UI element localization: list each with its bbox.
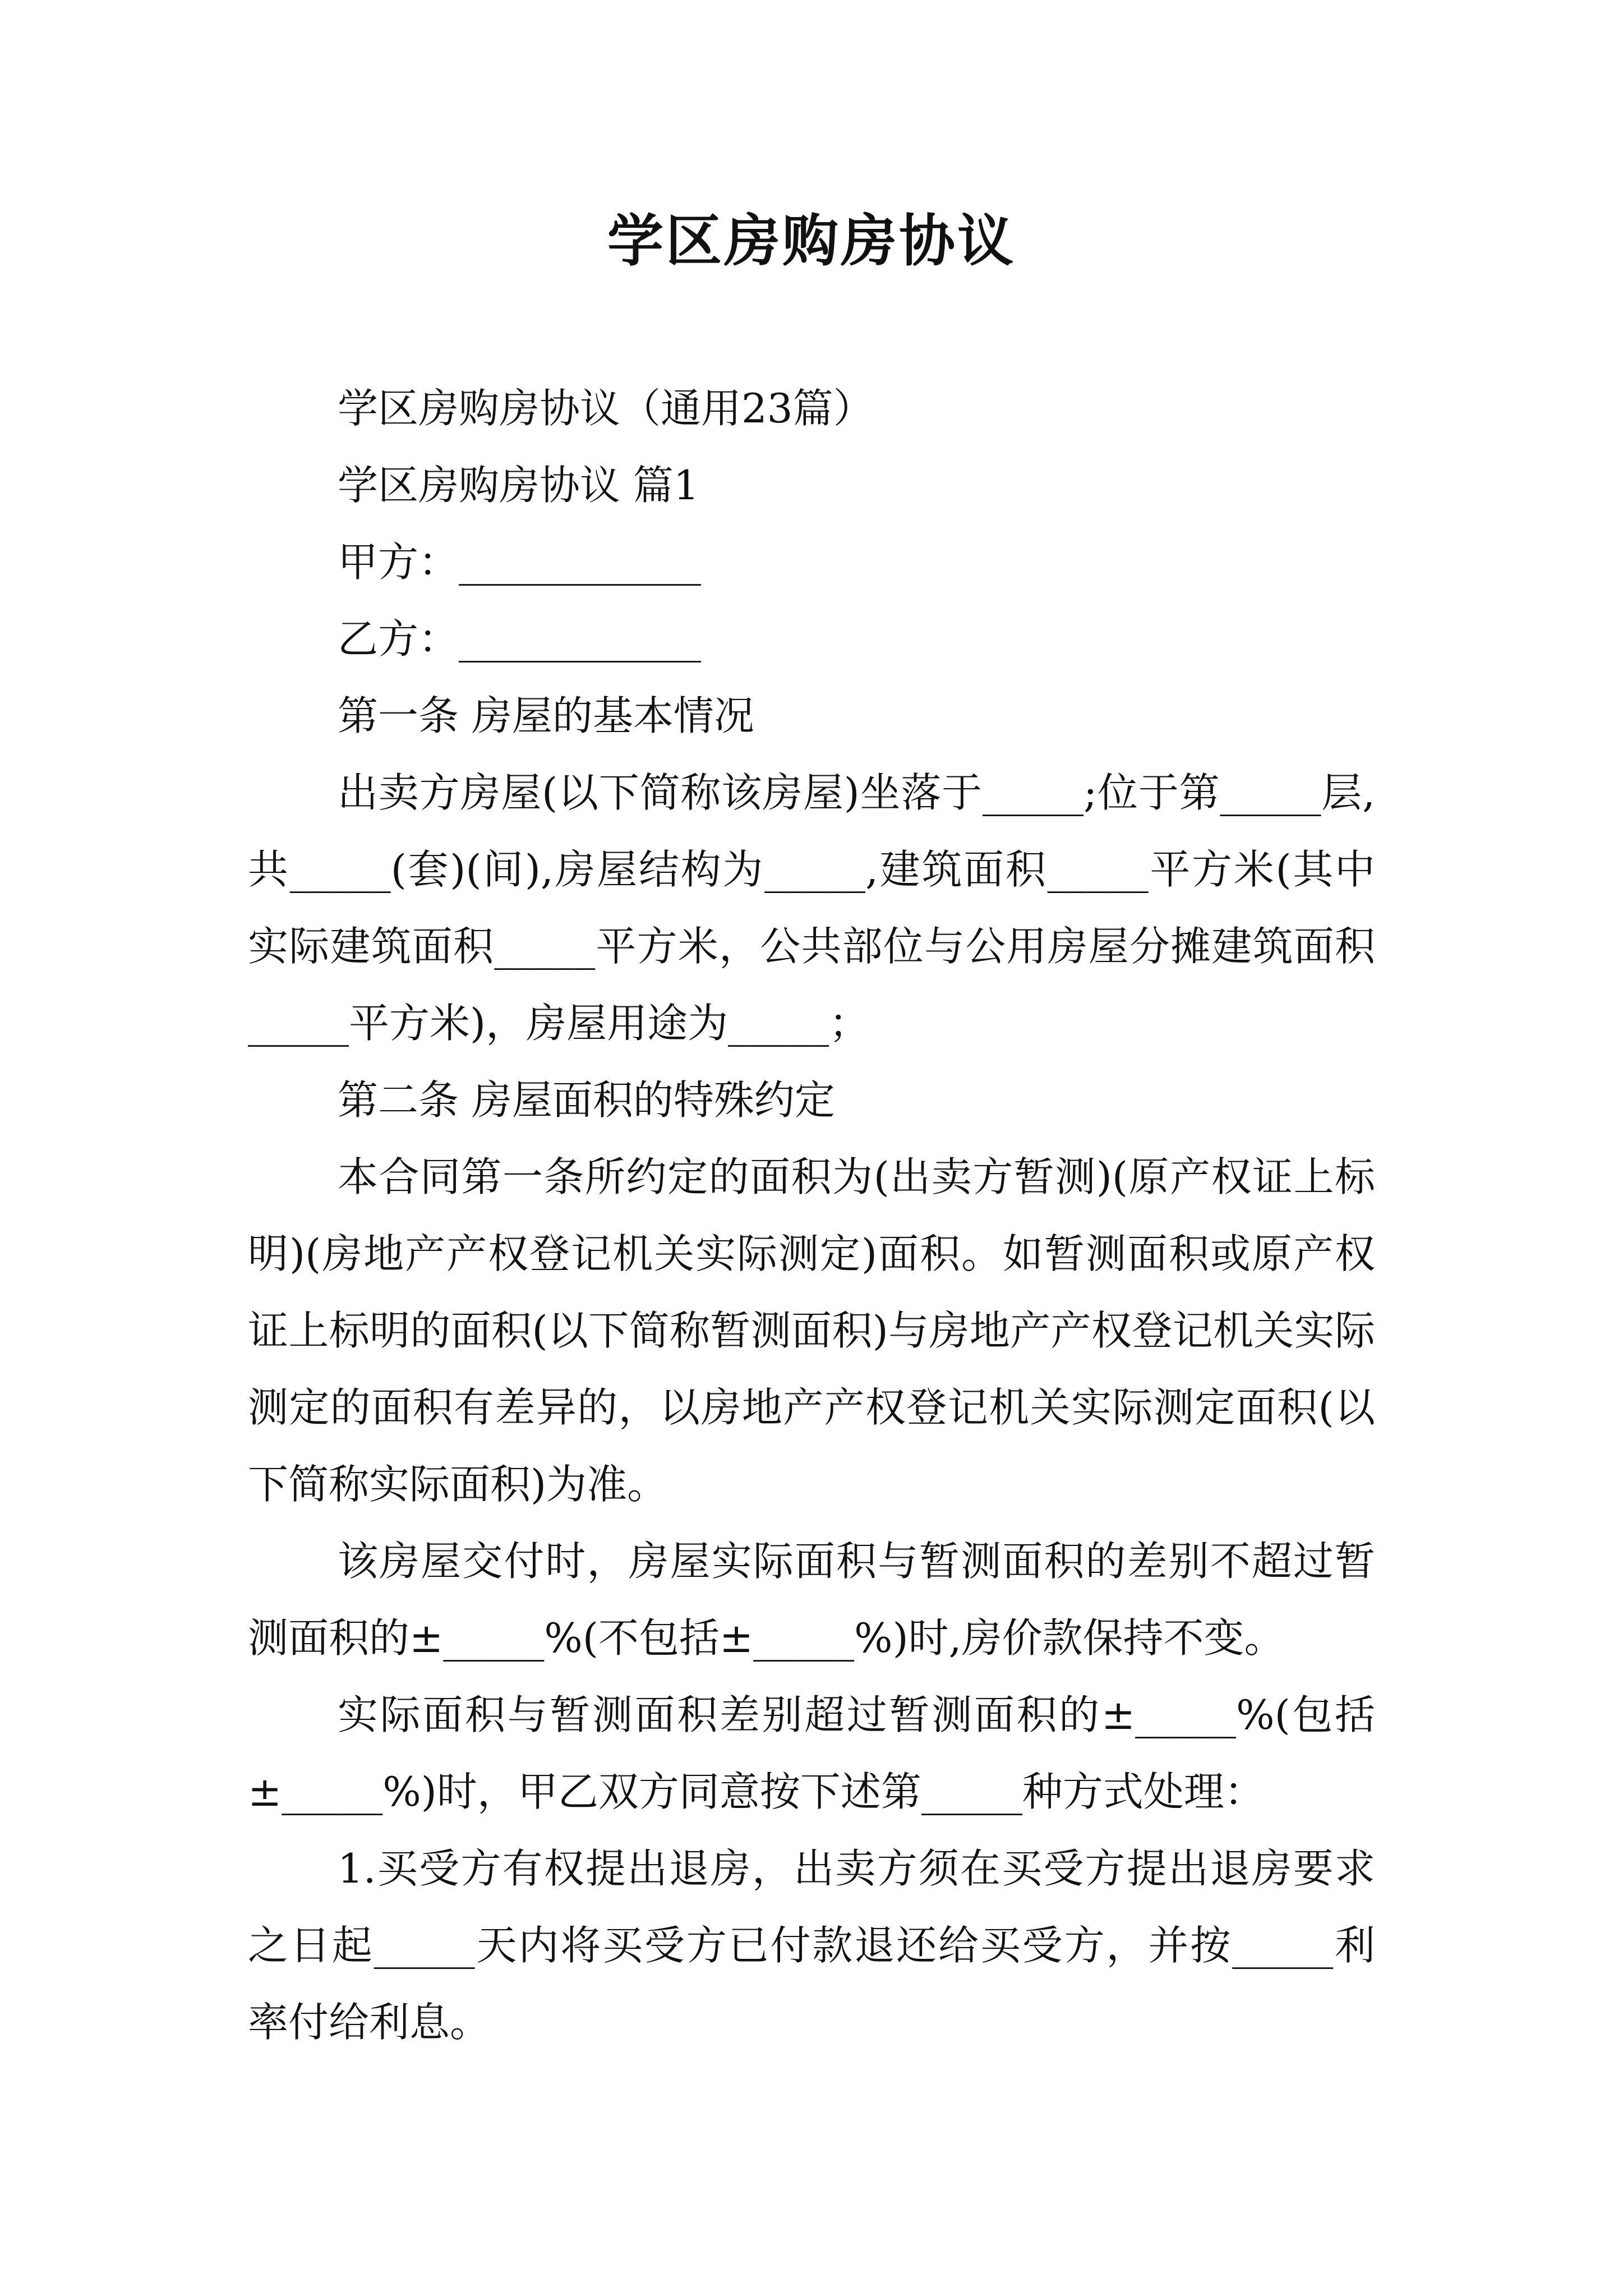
article-2-heading: 第二条 房屋面积的特殊约定 [338,1076,835,1124]
section-heading-1: 学区房购房协议 篇1 [338,462,699,509]
article-1-text: 出卖方房屋(以下简称该房屋)坐落于_____;位于第_____层,共_____(套)(间),房屋结构为_____,建筑面积_____平方米(其中实际建筑面积_____平方米，公共部位与公用房屋分摊建筑面积_____平方米)，房屋用途为_____； [248,769,1375,1047]
doc-subtitle: 学区房购房协议（通用23篇） [338,385,874,432]
article-1-heading: 第一条 房屋的基本情况 [338,692,754,739]
document-title: 学区房购房协议 [607,208,1016,274]
refund-clause-text: 1.买受方有权提出退房，出卖方须在买受方提出退房要求之日起_____天内将买受方已付款退还给买受方，并按_____利率付给利息。 [248,1845,1375,2046]
party-a-line: 甲方：____________ [338,539,702,586]
article-2-text: 本合同第一条所约定的面积为(出卖方暂测)(原产权证上标明)(房地产产权登记机关实际测定)面积。如暂测面积或原产权证上标明的面积(以下简称暂测面积)与房地产产权登记机关实际测定的面积有差异的，以房地产产权登记机关实际测定面积(以下简称实际面积)为准。 [248,1153,1375,1508]
party-b-line: 乙方：____________ [338,615,702,662]
area-excess-text: 实际面积与暂测面积差别超过暂测面积的±_____%(包括±_____%)时，甲乙双方同意按下述第_____种方式处理： [248,1691,1375,1815]
document-body [248,370,1375,2061]
area-tolerance-text: 该房屋交付时，房屋实际面积与暂测面积的差别不超过暂测面积的±_____%(不包括±_____%)时,房价款保持不变。 [248,1538,1375,1662]
